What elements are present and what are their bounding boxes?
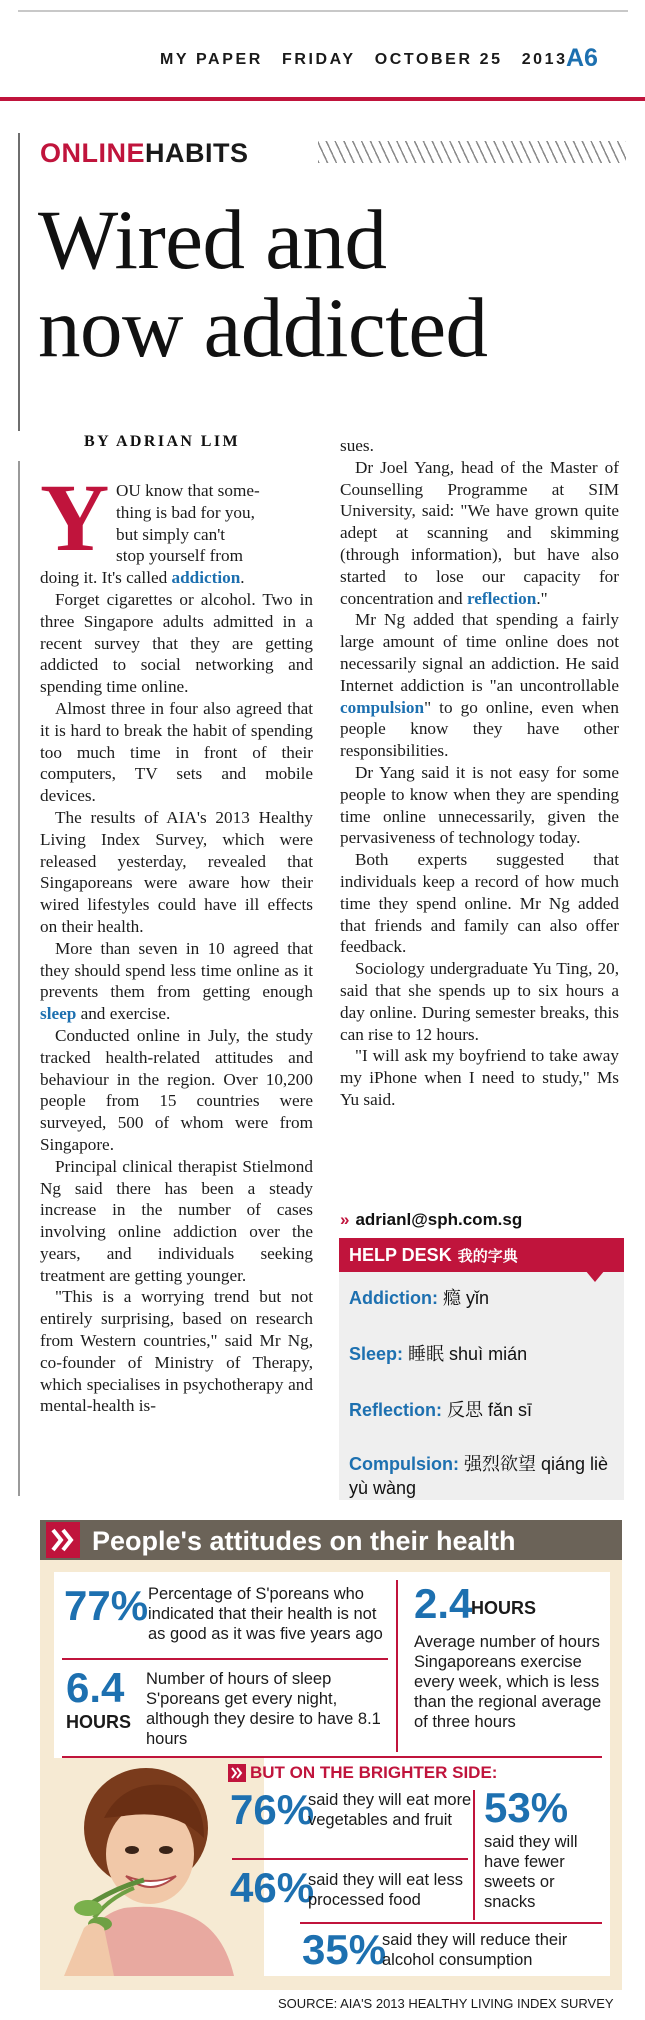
- lead-line: thing is bad for you,: [116, 502, 255, 522]
- headline-line-2: now addicted: [38, 281, 488, 375]
- paragraph: "This is a worrying trend but not entirely surprising, based on research from Western countries," said Mr Ng, co-founder of Ministry of Therapy, which specialises in psychotherapy and mental-health is-: [40, 1287, 313, 1416]
- stat-exercise-unit: HOURS: [471, 1598, 537, 1618]
- lead-line-end: doing it. It's called addiction.: [40, 568, 245, 588]
- glossary-item: [349, 1286, 621, 1310]
- glossary-def: 反思 fǎn sī: [447, 1400, 533, 1420]
- stat-sleep-unit: HOURS: [66, 1712, 132, 1732]
- double-chevron-icon: [228, 1764, 246, 1782]
- publication-year: 2013: [521, 51, 568, 68]
- stat-53-text: said they will have fewer sweets or snacks: [484, 1833, 578, 1911]
- author-email[interactable]: adrianl@sph.com.sg: [355, 1210, 523, 1229]
- dropcap: Y: [40, 464, 110, 571]
- paragraph: Forget cigarettes or alcohol. Two in three Singapore adults admitted in a recent survey that they are getting addicted to social networking and spending time online.: [40, 589, 313, 697]
- glossary-term: Reflection:: [349, 1400, 443, 1420]
- headline-line-1: Wired and: [38, 193, 387, 287]
- stat-sleep-text: Number of hours of sleep S'poreans get every night, although they desire to have 8.1 hours: [146, 1670, 381, 1748]
- glossary-term: Compulsion:: [349, 1454, 459, 1474]
- glossary-item: [349, 1452, 621, 1500]
- paragraph: Almost three in four also agreed that it is hard to break the habit of spending too much time in front of their computers, TV sets and mobile devices.: [40, 698, 313, 806]
- help-desk-header: [339, 1238, 624, 1272]
- glossary-def: 瘾 yǐn: [443, 1288, 490, 1308]
- article-column-1: [40, 464, 313, 1417]
- double-chevron-icon: [46, 1522, 80, 1558]
- side-rule-bottom: [18, 461, 20, 1496]
- keyword-compulsion: compulsion: [340, 697, 425, 717]
- divider: [62, 1658, 388, 1660]
- stat-77-text: Percentage of S'poreans who indicated that their health is not as good as it was five years ago: [148, 1585, 383, 1643]
- glossary-term: Addiction:: [349, 1288, 438, 1308]
- source-credit: SOURCE: AIA'S 2013 HEALTHY LIVING INDEX SURVEY: [278, 1996, 614, 2011]
- brighter-side-heading: BUT ON THE BRIGHTER SIDE:: [250, 1763, 498, 1782]
- byline: BY ADRIAN LIM: [84, 433, 240, 450]
- paragraph: Mr Ng added that spending a fairly large amount of time online does not necessarily signal an addiction. He said Internet addiction is "an uncontrollable compulsion" to go online, even when people know they have other responsibilities.: [340, 610, 619, 761]
- help-desk-title-cn: 我的字典: [457, 1248, 518, 1265]
- author-email-row: [340, 1210, 522, 1230]
- paragraph-continuation: sues.: [340, 436, 374, 455]
- publication-name: MY PAPER: [160, 51, 263, 68]
- paragraph: "I will ask my boyfriend to take away my iPhone when I need to study," Ms Yu said.: [340, 1046, 619, 1109]
- header-rule: [0, 97, 645, 101]
- double-chevron-icon: »: [340, 1210, 350, 1229]
- help-desk-title: HELP DESK: [349, 1245, 452, 1265]
- glossary-item: [349, 1342, 621, 1366]
- divider: [396, 1580, 398, 1752]
- headline: [38, 193, 638, 375]
- divider: [232, 1858, 468, 1860]
- stat-exercise-value: 2.4: [414, 1580, 473, 1627]
- section-kicker: [40, 138, 249, 169]
- masthead: [160, 51, 608, 77]
- stat-sleep-value: 6.4: [66, 1664, 125, 1711]
- side-rule-top: [18, 133, 20, 431]
- publication-date: OCTOBER 25: [374, 51, 503, 68]
- infographic-title: People's attitudes on their health: [92, 1526, 516, 1556]
- lead-line: OU know that some-: [116, 481, 260, 500]
- stat-76-value: 76%: [230, 1786, 315, 1833]
- help-desk-box: [339, 1238, 624, 1500]
- glossary-item: [349, 1398, 621, 1422]
- paragraph: Principal clinical therapist Stielmond Ng said there has been a steady increase in the number of cases involving online addiction over the years, and individuals seeking treatment are getting younger.: [40, 1156, 313, 1285]
- paragraph: Both experts suggested that individuals keep a record of how much time they spend online. Mr Ng added that friends and family can also offer feedback.: [340, 850, 619, 957]
- stat-35-value: 35%: [302, 1926, 387, 1973]
- stat-53-value: 53%: [484, 1784, 569, 1831]
- stat-46-text: said they will eat less processed food: [308, 1871, 463, 1909]
- kicker-habits: HABITS: [145, 138, 249, 168]
- keyword-reflection: reflection: [466, 588, 537, 608]
- paragraph: Sociology undergraduate Yu Ting, 20, said that she spends up to six hours a day online. During semester breaks, this can rise to 12 hours.: [340, 959, 619, 1044]
- keyword-addiction: addiction: [171, 568, 241, 588]
- lead-paragraph: [40, 464, 313, 589]
- stat-77-value: 77%: [64, 1582, 149, 1629]
- paragraph: The results of AIA's 2013 Healthy Living Index Survey, which were released yesterday, revealed that Singaporeans were aware how their wired lifestyles could have ill effects on their health.: [40, 807, 313, 936]
- kicker-online: ONLINE: [40, 138, 146, 168]
- paragraph: Conducted online in July, the study tracked health-related attitudes and behaviour in the region. Over 10,200 people from 15 countries were surveyed, 500 of whom were from Singapore.: [40, 1025, 313, 1154]
- glossary-def: 强烈欲望 qiáng liè yù wàng: [349, 1454, 609, 1498]
- lead-line: stop yourself from: [116, 546, 243, 566]
- publication-day: FRIDAY: [281, 51, 356, 68]
- keyword-sleep: sleep: [40, 1004, 77, 1024]
- article-column-2: [340, 435, 619, 1111]
- divider: [300, 1922, 602, 1924]
- paragraph: Dr Joel Yang, head of the Master of Counselling Programme at SIM University, said: "We have grown quite adept at scanning and skimming (through information), but have also started to lose our capacity for concentration and reflection.": [340, 457, 619, 608]
- stat-76-text: said they will eat more vegetables and fruit: [308, 1791, 472, 1829]
- divider: [473, 1790, 475, 1920]
- paragraph: More than seven in 10 agreed that they should spend less time online as it prevents them from getting enough sleep and exercise.: [40, 938, 313, 1024]
- help-desk-notch: [585, 1270, 605, 1282]
- stat-exercise-text: Average number of hours Singaporeans exercise every week, which is less than the regional average of three hours: [414, 1633, 602, 1731]
- kicker-hatch-decoration: [318, 141, 626, 163]
- page-number: A6: [566, 44, 598, 72]
- stat-35-text: said they will reduce their alcohol consumption: [382, 1931, 568, 1969]
- stat-46-value: 46%: [230, 1864, 315, 1911]
- top-rule: [18, 10, 628, 12]
- lead-line: but simply can't: [116, 524, 226, 544]
- paragraph: Dr Yang said it is not easy for some people to know when they are spending time online unnecessarily, given the pervasiveness of technology today.: [340, 762, 619, 848]
- glossary-def: 睡眠 shuì mián: [408, 1344, 528, 1364]
- glossary-term: Sleep:: [349, 1344, 404, 1364]
